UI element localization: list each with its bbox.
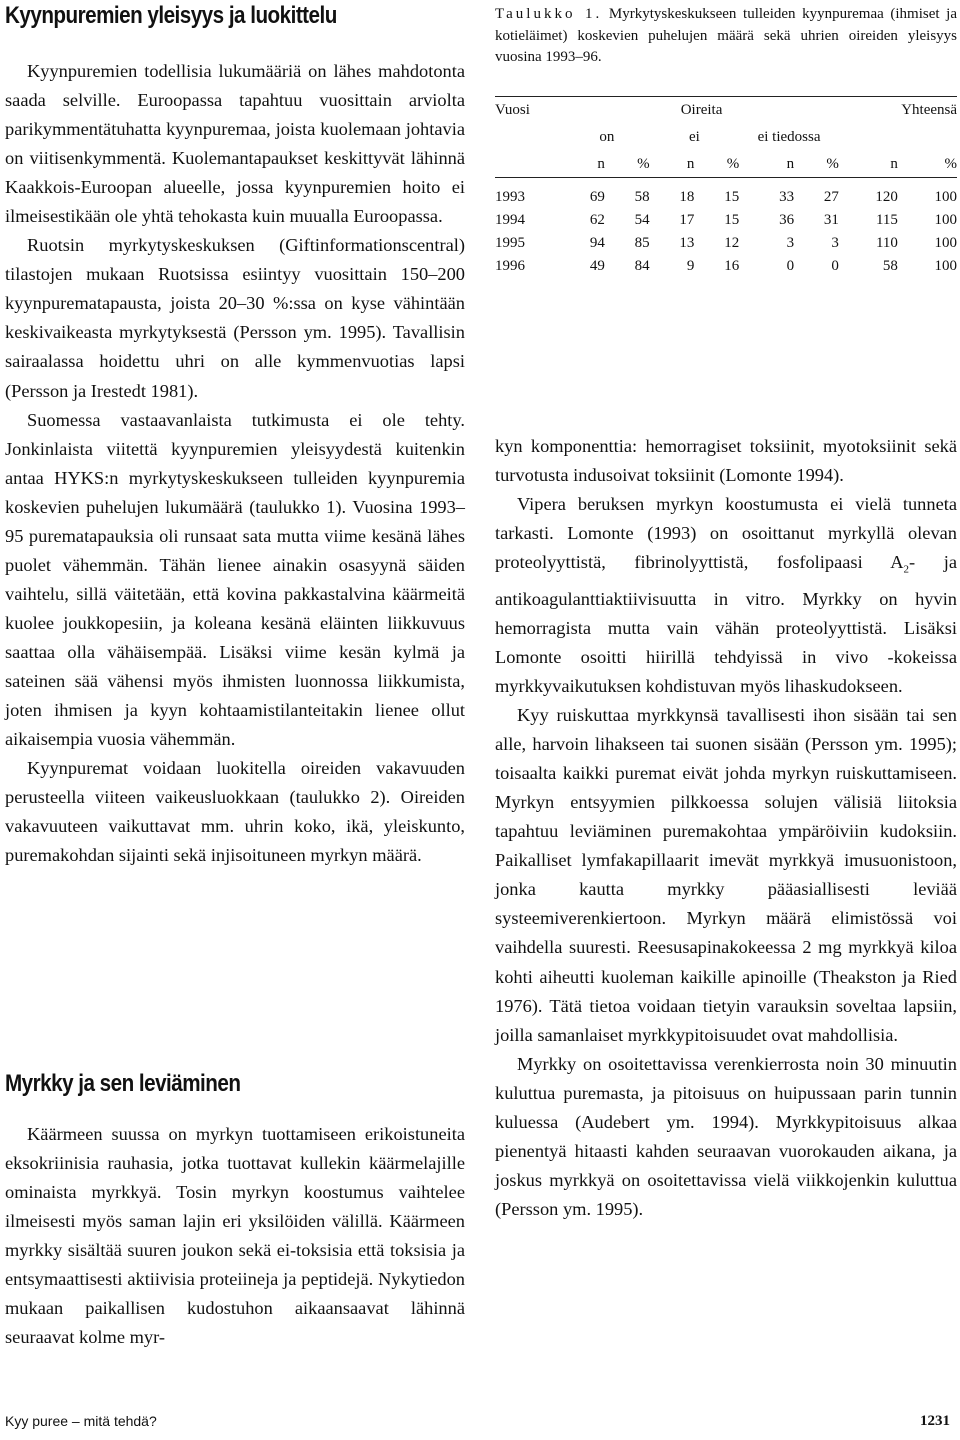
table-cell-tot-p: 100 — [934, 235, 957, 251]
paragraph: kyn komponenttia: hemorragiset toksiinit, myotoksiinit sekä turvotusta indusoivat toksiinit (Lomonte 1994). — [495, 436, 957, 486]
paragraph-part: - ja antikoagulanttiaktiivisuutta in vitro. Myrkky on hyvin hemorragista mutta vain vähän proteolyyttistä. Lisäksi Lomonte osoitti hiirillä tehdyissä in vivo -kokeissa myrkkyvaikutuksen kohdistuvan myös lihaskudokseen. — [495, 552, 957, 697]
table-cell-et-n: 0 — [786, 258, 795, 274]
unit-n: n — [564, 151, 605, 178]
paragraph: Kyynpuremien todellisia lukumääriä on lähes mahdotonta saada selville. Euroopassa tapahtuu vuosittain arviolta parikymmentätuhatta kyynpuremaa, joista kuolemaan johtavia on viitisenkymmentä. Kuolemantapaukset keskittyvät lähinnä Kaakkois-Euroopan alueelle, jossa kyynpuremien hoito ei ilmeisestikään ole yhtä tehokasta kuin muualla Euroopassa. — [5, 61, 465, 227]
unit-n: n — [650, 151, 695, 178]
section-heading-prevalence: Kyynpuremien yleisyys ja luokittelu — [5, 2, 337, 29]
table-cell-on-p: 85 — [634, 235, 650, 251]
table-cell-tot-p: 100 — [934, 189, 957, 205]
unit-pct: % — [694, 151, 739, 178]
table-cell-tot-p: 100 — [934, 212, 957, 228]
table-cell-on-n: 49 — [589, 258, 605, 274]
table-cell-on-n: 69 — [589, 189, 605, 205]
table-cell-tot-n: 58 — [882, 258, 898, 274]
table-cell-tot-p: 100 — [934, 258, 957, 274]
table-cell-et-p: 27 — [823, 189, 839, 205]
unit-pct: % — [898, 151, 957, 178]
table-cell-year: 1996 — [495, 258, 525, 274]
page-number: 1231 — [920, 1413, 950, 1429]
table-cell-on-n: 62 — [589, 212, 605, 228]
paragraph: Myrkky on osoitettavissa verenkierrosta noin 30 minuutin kuluttua puremasta, ja pitoisuus on huipussaan parin tunnin kuluessa (Audebert ym. 1994). Myrkkypitoisuus alkaa pienentyä hitaasti kahden seuraavan vuorokauden aikana, ja joskus myrkkyä on osoitettavissa vielä viikkojenkin kuluttua (Persson ym. 1995). — [495, 1053, 957, 1219]
venom-body — [5, 1120, 465, 1352]
prevalence-body — [5, 57, 465, 870]
header-ei: ei — [689, 129, 700, 145]
right-body — [495, 432, 957, 1224]
table-cell-year: 1994 — [495, 212, 525, 228]
unit-pct: % — [794, 151, 839, 178]
table-cell-on-p: 54 — [634, 212, 650, 228]
table-cell-tot-n: 110 — [875, 235, 898, 251]
table-cell-ei-n: 17 — [679, 212, 695, 228]
header-ei-tiedossa: ei tiedossa — [757, 129, 821, 145]
table-cell-ei-p: 15 — [724, 189, 740, 205]
table-row — [495, 232, 957, 255]
table-row — [495, 209, 957, 232]
table-cell-tot-n: 120 — [875, 189, 898, 205]
table-body — [495, 186, 957, 278]
subscript: 2 — [903, 563, 910, 576]
paragraph-part: Vipera beruksen myrkyn koostumusta ei vielä tunneta tarkasti. Lomonte (1993) on osoittanut myrkyllä olevan proteolyyttistä, fibrinolyyttistä, fosfolipaasi A — [495, 494, 957, 573]
table-caption — [495, 4, 957, 69]
table-cell-et-n: 33 — [779, 189, 795, 205]
table-cell-on-n: 94 — [589, 235, 605, 251]
table-cell-ei-n: 18 — [679, 189, 695, 205]
table-cell-ei-p: 15 — [724, 212, 740, 228]
table-cell-et-n: 3 — [786, 235, 795, 251]
unit-n: n — [839, 151, 898, 178]
table-cell-ei-n: 9 — [686, 258, 695, 274]
header-symptoms: Oireita — [680, 102, 723, 118]
running-footer-title: Kyy puree – mitä tehdä? — [5, 1413, 157, 1429]
section-heading-venom: Myrkky ja sen leviäminen — [5, 1070, 241, 1097]
header-total: Yhteensä — [901, 102, 957, 118]
paragraph: Ruotsin myrkytyskeskuksen (Giftinformationscentral) tilastojen mukaan Ruotsissa esiintyy vuosittain 150–200 kyynpurematapausta, joista 20–30 %:ssa on kyse vähintään keskivaikeasta myrkytyksestä (Persson ym. 1995). Tavallisin sairaalassa hoidettu uhri on alle kymmenvuotias lapsi (Persson ja Irestedt 1981). — [5, 235, 465, 401]
table-caption-label: Taulukko 1. — [495, 6, 603, 22]
table-cell-on-p: 84 — [634, 258, 650, 274]
table-row — [495, 255, 957, 278]
table-cell-on-p: 58 — [634, 189, 650, 205]
unit-pct: % — [605, 151, 650, 178]
table-cell-ei-p: 12 — [724, 235, 740, 251]
paragraph: Käärmeen suussa on myrkyn tuottamiseen erikoistuneita eksokriinisia rauhasia, jotka tuottavat kullekin käärmelajille ominaista myrkkyä. Tosin myrkyn koostumus vaihtelee ilmeisesti myös saman lajin eri yksilöiden välillä. Käärmeen myrkky sisältää suuren joukon sekä ei-toksisia että toksisia ja entsymaattisesti aktiivisia proteiineja ja peptidejä. Nykytiedon mukaan paikallisen kudostuhon aikaansaavat lähinnä seuraavat kolme myr- — [5, 1124, 465, 1348]
table-cell-tot-n: 115 — [875, 212, 898, 228]
unit-n: n — [739, 151, 794, 178]
paragraph: Suomessa vastaavanlaista tutkimusta ei ole tehty. Jonkinlaista viitettä kyynpuremien yleisyydestä kuitenkin antaa HYKS:n myrkytyskeskukseen tulleiden kyynpuremia koskevien puhelujen lukumäärä (taulukko 1). Vuosina 1993–95 purematapauksia oli runsaat sata mutta viime kesänä lähes puolet vähemmän. Tähän lienee ainakin osasyynä säiden vaihtelu, sillä väitetään, että kovina pakkastalvina käärmeitä kuolee joukkopesiin, ja koleana kesänä eläinten liikkuvuus saattaa olla vähäisempää. Lisäksi viime kesän kylmä ja sateinen sää vähensi myös ihmisten luonnossa liikkumista, joten ihmisen ja kyyn kohtaamistilanteitakin lienee ollut aikaisempia vuosia vähemmän. — [5, 409, 465, 750]
table-cell-et-n: 36 — [779, 212, 795, 228]
paragraph: Kyy ruiskuttaa myrkkynsä tavallisesti ihon sisään tai sen alle, harvoin lihakseen tai suonen sisään (Persson ym. 1995); toisaalta kaikki puremat eivät johda myrkyn ruiskuttamiseen. Myrkyn entsyymien pilkkoessa solujen välisiä liitoksia tapahtuu leviäminen puremakohtaa ympäröiviin kudoksiin. Paikalliset lymfakapillaarit imevät myrkkyä imusuonistoon, jonka kautta myrkky pääasiallisesti leviää systeemiverenkiertoon. Myrkyn määrä elimistössä voi vaihdella suuresti. Reesusapinakokeessa 2 mg myrkkyä kiloa kohti aiheutti kuoleman kaikille apinoille (Theakston ja Ried 1976). Tätä tietoa voidaan tietyin varauksin soveltaa lapsiin, joilla samanlaiset myrkkypitoisuudet ovat mahdollisia. — [495, 705, 957, 1045]
table-caption-text: Myrkytyskeskukseen tulleiden kyynpuremaa (ihmiset ja kotieläimet) koskevien puhelujen määrä sekä uhrien oireiden yleisyys vuosina 1993–96. — [495, 6, 957, 65]
table-cell-et-p: 3 — [831, 235, 839, 251]
header-on: on — [599, 129, 615, 145]
table-cell-ei-p: 16 — [724, 258, 740, 274]
header-year: Vuosi — [495, 102, 530, 118]
paragraph — [495, 490, 957, 701]
paragraph: Kyynpuremat voidaan luokitella oireiden vakavuuden perusteella viiteen vaikeusluokkaan (taulukko 2). Oireiden vakavuuteen vaikuttavat mm. uhrin koko, ikä, yleiskunto, puremakohdan sijainti sekä injisoituneen myrkyn määrä. — [5, 758, 465, 866]
table-cell-et-p: 0 — [831, 258, 839, 274]
table-row — [495, 186, 957, 209]
table-cell-ei-n: 13 — [679, 235, 695, 251]
table-cell-et-p: 31 — [823, 212, 839, 228]
table-cell-year: 1993 — [495, 189, 525, 205]
data-table — [495, 96, 957, 278]
table-cell-year: 1995 — [495, 235, 525, 251]
